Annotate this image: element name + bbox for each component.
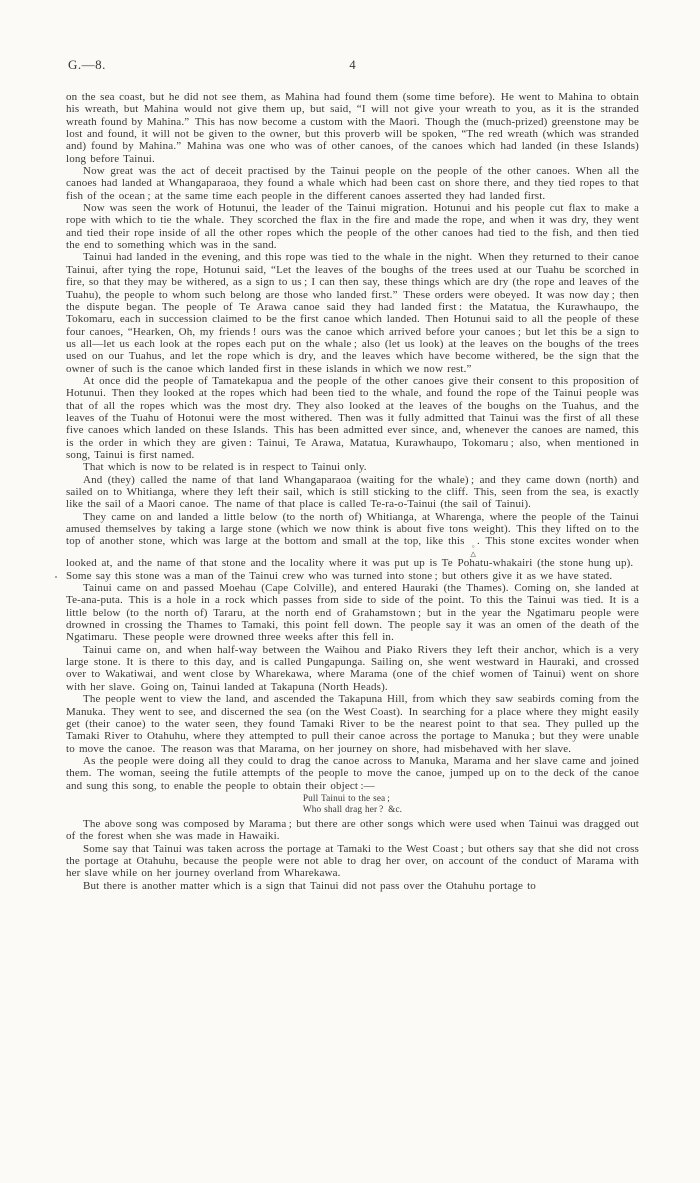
page-header	[66, 57, 639, 75]
paragraph: Tainui came on and passed Moehau (Cape Colville), and entered Hauraki (the Thames). Coming on, she landed at Te-ana-puta. This is a hole in a rock which passes from side to side of the point. To this the Tainui was tied. It is a little below (to the north of) Tararu, at the north end of Grahamstown ; but in the year the Ngatimaru people were drowned in crossing the Thames to Tamaki, this point fell down. The people say it was an omen of the death of the Ngatimaru. These people were drowned three weeks after this fell in.	[66, 582, 639, 644]
paragraph: Tainui had landed in the evening, and this rope was tied to the whale in the night. When they returned to their canoe Tainui, after tying the rope, Hotunui said, “Let the leaves of the boughs of the trees used at our Tuahu be scorched in fire, so that they may be withered, as a sign to us ; I can then say, these things which are dry (the rope and leaves of the Tuahu), the people to whom such belong are those who landed first.” These orders were obeyed. It was now day ; then the dispute began. The people of Te Arawa canoe said they had landed first : the Matatua, the Kurawhaupo, the Tokomaru, each in succession claimed to be the first canoe which landed. Then Hotunui said to all the people of these four canoes, “Hearken, Oh, my friends ! ours was the canoe which arrived before your canoes ; but let this be a sign to us all—let us each look at the ropes each put on the whale ; also (let us look) at the leaves on the boughs of the trees used on our Tuahus, and let the rope which is dry, and the leaves which have become withered, be the sign that the owner of such is the canoe which landed first in these islands in which we now rest.”	[66, 251, 639, 375]
page-number: 4	[349, 58, 356, 72]
paragraph: Now great was the act of deceit practised by the Tainui people on the people of the other canoes. When all the canoes had landed at Whangaparaoa, they found a whale which had been cast on shore there, and they tied ropes to that fish of the ocean ; at the same time each people in the different canoes asserted they had landed first.	[66, 165, 639, 202]
paragraph: Now was seen the work of Hotunui, the leader of the Tainui migration. Hotunui and his people cut flax to make a rope with which to tie the whale. They scorched the flax in the fire and made the rope, and when it was dry, they went and tied their rope inside of all the other ropes which the people of the other canoes had tied to the fish, and then tied the end to something which was in the sand.	[66, 202, 639, 252]
document-reference: G.—8.	[68, 57, 106, 72]
paragraph: But there is another matter which is a sign that Tainui did not pass over the Otahuhu portage to	[83, 879, 536, 892]
paragraph-text: They came on and landed a little below (to the north of) Whitianga, at Wharenga, where the people of the Tainui amused themselves by taking a large stone (which we now think is about five tons weight). This they lifted on to the top of another stone, which was large at the bottom and small at the top, like this	[66, 510, 639, 548]
paragraph	[66, 511, 639, 582]
song-lines	[303, 794, 402, 816]
scan-speck	[55, 576, 57, 578]
stone-diagram-icon	[470, 546, 476, 557]
stone-circle-glyph: ○	[471, 545, 475, 551]
paragraph-text: . This stone excites wonder when looked at, and the name of that stone and the locality where it was put up is Te Pohatu-whakairi (the stone hung up). Some say this stone was a man of the Tainui crew who was turned into stone ; but others give it as we have stated.	[66, 535, 640, 582]
song-block	[66, 794, 639, 816]
stone-triangle-glyph: △	[470, 549, 476, 558]
song-line: Who shall drag her ? &c.	[302, 804, 403, 815]
paragraph: As the people were doing all they could to drag the canoe across to Manuka, Marama and her slave came and joined them. The woman, seeing the futile attempts of the people to move the canoe, jumped up on to the deck of the canoe and sung this song, to enable the people to obtain their object :—	[66, 754, 639, 792]
paragraph: The people went to view the land, and ascended the Takapuna Hill, from which they saw seabirds coming from the Manuka. They went to see, and discerned the sea (on the West Coast). In searching for a place where they might easily get (their canoe) to the water seen, they found Tamaki River to be the nearest point to that sea. They pulled up the Tamaki River to Otahuhu, where they attempted to pull their canoe across the portage to Manuka ; but they were unable to move the canoe. The reason was that Marama, on her journey on shore, had misbehaved with her slave.	[66, 693, 639, 755]
paragraph: The above song was composed by Marama ; but there are other songs which were used when Tainui was dragged out of the forest when she was made in Hawaiki.	[66, 817, 639, 843]
song-line: Pull Tainui to the sea ;	[302, 793, 390, 804]
paragraph: That which is now to be related is in respect to Tainui only.	[83, 461, 367, 474]
paragraph: At once did the people of Tamatekapua and the people of the other canoes give their consent to this proposition of Hotunui. Then they looked at the ropes which had been tied to the whale, and found the rope of the Tainui people was that of all the ropes which was the most dry. They also looked at the leaves of the boughs on the Tuahus, and the leaves of the Tuahu of Hotonui were the most withered. Then was it fully admitted that Tainui was the first of all these five canoes which landed on these Islands. This has been admitted ever since, and, whenever the canoes are named, this is the order in which they are given : Tainui, Te Arawa, Matatua, Kurawhaupo, Tokomaru ; also, when mentioned in song, Tainui is first named.	[66, 374, 639, 461]
paragraph: on the sea coast, but he did not see them, as Mahina had found them (some time before). He went to Mahina to obtain his wreath, but Mahina would not give them up, but said, “I will not give your wreath to you, as it is the stranded wreath found by Mahina.” This has now become a custom with the Maori. Though the (much-prized) greenstone may be lost and found, it will not be given to the owner, but this proverb will be spoken, “The red wreath (which was stranded and) found by Mahina.” Mahina was one who was of other canoes, of the canoes which had landed (in these Islands) long before Tainui.	[66, 91, 640, 165]
paragraph: And (they) called the name of that land Whangaparaoa (waiting for the whale) ; and they came down (north) and sailed on to Whitianga, where they left their sail, which is still sticking to the cliff. This, seen from the sea, is exactly like the sail of a Maori canoe. The name of that place is called Te-ra-o-Tainui (the sail of Tainui).	[66, 473, 639, 511]
document-body	[66, 91, 639, 892]
paragraph: Tainui came on, and when half-way between the Waihou and Piako Rivers they left their anchor, which is a very large stone. It is there to this day, and is called Pungapunga. Sailing on, she went westward in Hauraki, and crossed over to Wakatiwai, and went close by Wharekawa, where Marama (one of the chief women of Tainui) went on shore with her slave. Going on, Tainui landed at Takapuna (North Heads).	[66, 643, 639, 693]
paragraph: Some say that Tainui was taken across the portage at Tamaki to the West Coast ; but others say that she did not cross the portage at Otahuhu, because the people were not able to drag her over, on account of the conduct of Marama with her slave while on her journey overland from Wharekawa.	[66, 842, 639, 880]
